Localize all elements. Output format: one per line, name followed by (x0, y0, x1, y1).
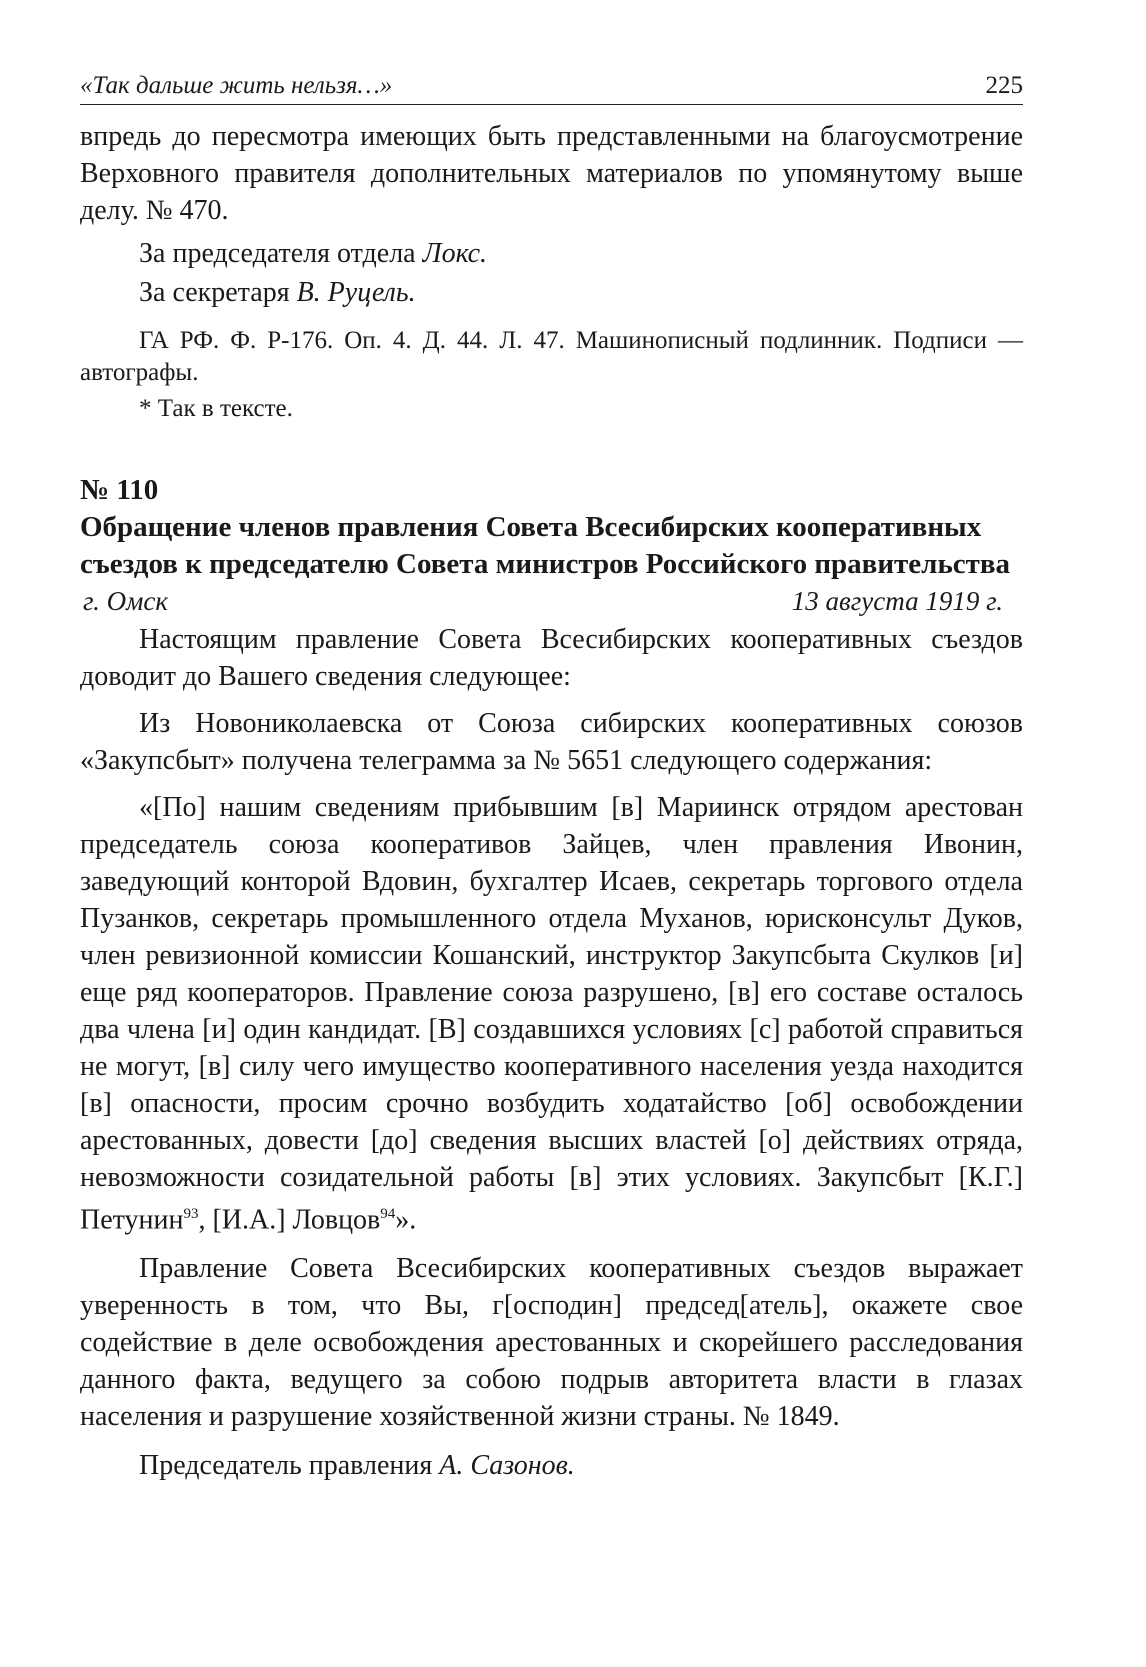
signature-chairman-name: А. Сазонов. (439, 1450, 575, 1482)
signature-chair-name: Локс. (422, 238, 488, 269)
signature-chairman (80, 1447, 1023, 1484)
document-title: Обращение членов правления Совета Всесибирских кооперативных съездов к председателю Совета министров Российского правительства (80, 511, 1011, 580)
signature-secretary-name: В. Руцель. (296, 277, 416, 308)
document-number: № 110 (80, 474, 159, 506)
page-header (80, 66, 1023, 105)
running-title: «Так дальше жить нельзя…» (80, 72, 393, 99)
telegram-text-end: ». (395, 1204, 417, 1236)
signature-secretary (80, 274, 1023, 311)
telegram-paragraph (80, 789, 1023, 1238)
continuation-paragraph: впредь до пересмотра имеющих быть представленными на благоусмотрение Верховного правителя дополнительных материалов по упомянутому выше делу. № 470. (80, 121, 1023, 226)
footnote-ref: 93 (183, 1206, 199, 1222)
body-paragraph: Из Новониколаевска от Союза сибирских кооперативных союзов «Закупсбыт» получена телеграмма за № 5651 следующего содержания: (80, 708, 1023, 776)
footnote-text: * Так в тексте. (139, 395, 293, 422)
signature-chairman-prefix: Председатель правления (139, 1450, 440, 1482)
footnote-ref: 94 (380, 1206, 396, 1222)
closing-paragraph: Правление Совета Всесибирских кооперативных съездов выражает уверенность в том, что Вы, г[осподин] председ[атель], окажете свое содействие в деле освобождения арестованных и скорейшего расследования данного факта, ведущего за собою подрыв авторитета власти в глазах населения и разрушение хозяйственной жизни страны. № 1849. (80, 1253, 1023, 1433)
signature-chair-prefix: За председателя отдела (139, 238, 423, 269)
page-content (80, 118, 1023, 1484)
place-date-line (80, 583, 1023, 619)
document-place: г. Омск (83, 586, 169, 616)
body-paragraph: Настоящим правление Совета Всесибирских кооперативных съездов доводит до Вашего сведения следующее: (80, 624, 1023, 692)
page-number: 225 (985, 72, 1023, 99)
signature-chair (80, 235, 1023, 272)
telegram-text-mid: , [И.А.] Ловцов (198, 1204, 381, 1236)
archive-reference: ГА РФ. Ф. Р-176. Оп. 4. Д. 44. Л. 47. Машинописный подлинник. Подписи — автографы. (80, 327, 1023, 386)
signature-secretary-prefix: За секретаря (139, 277, 297, 308)
telegram-text: «[По] нашим сведениям прибывшим [в] Мариинск отрядом арестован председатель союза кооперативов Зайцев, член правления Ивонин, заведующий конторой Вдовин, бухгалтер Исаев, секретарь торгового отдела Пузанков, секретарь промышленного отдела Муханов, юрисконсульт Дуков, член ревизионной комиссии Кошанский, инструктор Закупсбыта Скулков [и] еще ряд кооператоров. Правление союза разрушено, [в] его составе осталось два члена [и] один кандидат. [В] создавшихся условиях [с] работой справиться не могут, [в] силу чего имущество кооперативного населения уезда находится [в] опасности, просим срочно возбудить ходатайство [об] освобождении арестованных, довести [до] сведения высших властей [о] действиях отряда, невозможности созидательной работы [в] этих условиях. Закупсбыт [К.Г.] Петунин (80, 792, 1023, 1236)
document-date: 13 августа 1919 г. (791, 586, 1003, 616)
